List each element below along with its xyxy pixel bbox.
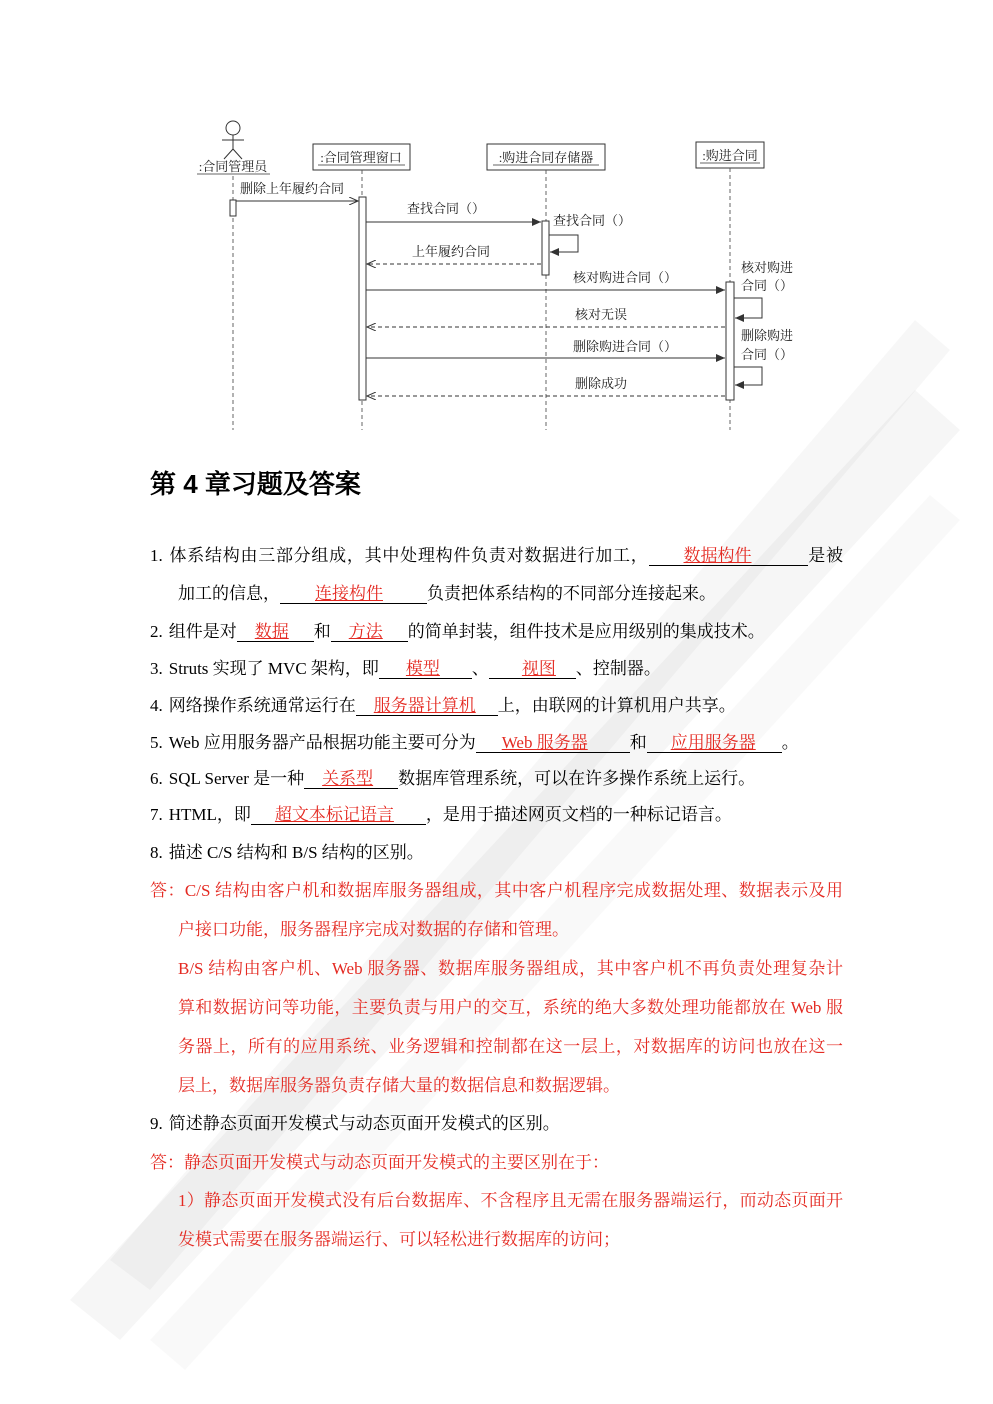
question-number: 2. <box>150 622 163 641</box>
actor-label: :合同管理员 <box>198 159 268 174</box>
question-text: 组件是对 <box>168 622 237 641</box>
question-text: 描述 C/S 结构和 B/S 结构的区别。 <box>168 843 424 862</box>
question-text: ，是用于描述网页文档的一种标记语言。 <box>425 805 732 824</box>
answer-9-line-2: 1）静态页面开发模式没有后台数据库、不含程序且无需在服务器端运行，而动态页面开 <box>178 1191 843 1210</box>
answer-blank <box>649 546 808 566</box>
answer-blank <box>476 733 630 753</box>
question-text: Struts 实现了 MVC 架构，即 <box>168 659 379 678</box>
object-label-contract: :购进合同 <box>702 148 758 163</box>
answer-text: 服务器计算机 <box>373 696 476 715</box>
answer-text: 数据构件 <box>683 546 752 565</box>
message-label-delete-self-line2: 合同（） <box>741 347 794 362</box>
sequence-diagram <box>0 110 993 440</box>
chapter-title: 第 4 章习题及答案 <box>150 469 361 499</box>
answer-text: Web 服务器 <box>501 733 588 752</box>
question-7 <box>150 804 843 826</box>
answer-text: 数据 <box>254 622 289 641</box>
question-number: 9. <box>150 1114 163 1133</box>
answer-text: 超文本标记语言 <box>274 805 394 824</box>
answer-blank <box>331 622 408 642</box>
answer-blank <box>304 769 398 789</box>
question-number: 7. <box>150 805 163 824</box>
answer-9-line-1: 答：静态页面开发模式与动态页面开发模式的主要区别在于： <box>150 1153 609 1172</box>
answer-blank <box>489 659 576 679</box>
answer-blank <box>647 733 782 753</box>
actor-stick-figure-icon <box>222 121 244 159</box>
message-label-last-year-return: 上年履约合同 <box>412 244 491 259</box>
question-text: 、控制器。 <box>575 659 661 678</box>
object-box-window <box>313 144 410 170</box>
question-text: 是被 <box>807 546 843 565</box>
message-label-delete-last-year: 删除上年履约合同 <box>240 181 345 196</box>
message-arrows <box>236 201 762 396</box>
question-text: SQL Server 是一种 <box>168 769 305 788</box>
question-text: 和 <box>629 733 647 752</box>
answer-8-line-3: B/S 结构由客户机、Web 服务器、数据库服务器组成，其中客户机不再负责处理复杂计 <box>178 959 843 978</box>
question-number: 1. <box>150 546 163 565</box>
question-text: HTML，即 <box>168 805 251 824</box>
question-text: 体系结构由三部分组成，其中处理构件负责对数据进行加工， <box>168 546 649 565</box>
question-text: Web 应用服务器产品根据功能主要可分为 <box>168 733 476 752</box>
message-label-check-call: 核对购进合同（） <box>573 270 678 285</box>
question-text: 上，由联网的计算机用户共享。 <box>497 696 736 715</box>
question-text: 数据库管理系统，可以在许多操作系统上运行。 <box>398 769 756 788</box>
answer-text: 视图 <box>521 659 556 678</box>
answer-text: 应用服务器 <box>670 733 756 752</box>
question-number: 8. <box>150 843 163 862</box>
message-label-check-return: 核对无误 <box>575 307 628 322</box>
question-number: 3. <box>150 659 163 678</box>
object-box-storage <box>487 144 605 170</box>
question-5 <box>150 732 843 754</box>
message-label-check-self-line2: 合同（） <box>741 278 794 293</box>
question-9 <box>150 1113 843 1135</box>
answer-text: 关系型 <box>322 769 374 788</box>
question-2 <box>150 621 843 643</box>
question-text: 加工的信息， <box>178 584 280 603</box>
question-1-line-2 <box>178 583 843 605</box>
answer-text: 模型 <box>405 659 440 678</box>
question-number: 6. <box>150 769 163 788</box>
answer-text: 连接构件 <box>315 584 383 603</box>
answer-blank <box>379 659 472 679</box>
answer-text: 方法 <box>348 622 383 641</box>
question-8 <box>150 842 843 864</box>
object-box-contract <box>696 142 764 168</box>
answer-8-line-4: 算和数据访问等功能，主要负责与用户的交互，系统的绝大多数处理功能都放在 Web 服 <box>178 998 843 1017</box>
answer-blank <box>356 696 498 716</box>
question-number: 5. <box>150 733 163 752</box>
answer-8-line-1: 答：C/S 结构由客户机和数据库服务器组成，其中客户机程序完成数据处理、数据表示及用 <box>150 881 843 900</box>
question-number: 4. <box>150 696 163 715</box>
question-4 <box>150 695 843 717</box>
answer-8-line-2: 户接口功能，服务器程序完成对数据的存储和管理。 <box>178 920 569 939</box>
question-text: 。 <box>781 733 799 752</box>
question-text: 的简单封装，组件技术是应用级别的集成技术。 <box>407 622 765 641</box>
question-text: 和 <box>313 622 331 641</box>
question-1-line-1 <box>150 545 843 567</box>
answer-8-line-5: 务器上，所有的应用系统、业务逻辑和控制都在这一层上，对数据库的访问也放在这一 <box>178 1037 843 1056</box>
activation-bars <box>230 197 734 400</box>
answer-9-line-3: 发模式需要在服务器端运行、可以轻松进行数据库的访问； <box>178 1230 620 1249</box>
question-6 <box>150 768 843 790</box>
answer-blank <box>251 805 426 825</box>
message-label-find-call: 查找合同（） <box>407 201 486 216</box>
message-label-delete-call: 删除购进合同（） <box>573 339 678 354</box>
question-3 <box>150 658 843 680</box>
question-text: 简述静态页面开发模式与动态页面开发模式的区别。 <box>168 1114 560 1133</box>
question-text: 、 <box>471 659 489 678</box>
object-label-storage: :购进合同存储器 <box>498 150 594 165</box>
message-label-find-self: 查找合同（） <box>553 213 632 228</box>
answer-blank <box>280 584 427 604</box>
answer-8-line-6: 层上，数据库服务器负责存储大量的数据信息和数据逻辑。 <box>178 1076 620 1095</box>
answer-blank <box>237 622 314 642</box>
object-label-window: :合同管理窗口 <box>320 150 402 165</box>
question-text: 网络操作系统通常运行在 <box>168 696 356 715</box>
question-text: 负责把体系结构的不同部分连接起来。 <box>427 584 716 603</box>
message-label-delete-return: 删除成功 <box>575 376 628 391</box>
message-label-delete-self-line1: 删除购进 <box>741 328 794 343</box>
message-label-check-self-line1: 核对购进 <box>741 260 794 275</box>
